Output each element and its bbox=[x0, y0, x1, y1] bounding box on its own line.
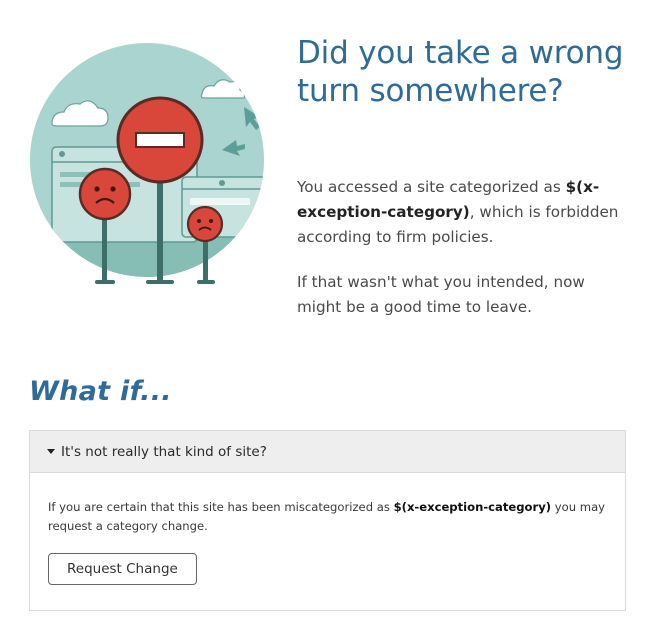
answer-text: you may request a category change. bbox=[48, 500, 606, 533]
sad-face-sign-icon bbox=[80, 169, 130, 219]
faq-panel-toggle[interactable] bbox=[30, 431, 625, 473]
message-text: , which is forbidden according to firm policies. bbox=[297, 203, 619, 246]
faq-answer bbox=[30, 473, 625, 585]
leave-suggestion: If that wasn't what you intended, now might be a good time to leave. bbox=[297, 273, 585, 316]
sad-face-sign-icon bbox=[188, 207, 222, 241]
faq-panel bbox=[29, 430, 626, 611]
category-placeholder: $(x-exception-category) bbox=[393, 500, 552, 514]
forbidden-illustration bbox=[22, 32, 292, 290]
answer-text: If you are certain that this site has been miscategorized as bbox=[48, 500, 394, 514]
what-if-heading: What if... bbox=[29, 376, 172, 407]
blocked-message bbox=[297, 175, 627, 250]
caret-down-icon bbox=[47, 449, 55, 454]
message-text: You accessed a site categorized as bbox=[297, 178, 566, 196]
category-placeholder: $(x-exception-category) bbox=[297, 178, 600, 221]
faq-question: It's not really that kind of site? bbox=[61, 443, 267, 460]
request-change-button[interactable]: Request Change bbox=[48, 553, 197, 585]
no-entry-sign-icon bbox=[118, 98, 202, 182]
faq-answer-text bbox=[48, 498, 607, 536]
page-title: Did you take a wrong turn somewhere? bbox=[297, 35, 624, 109]
